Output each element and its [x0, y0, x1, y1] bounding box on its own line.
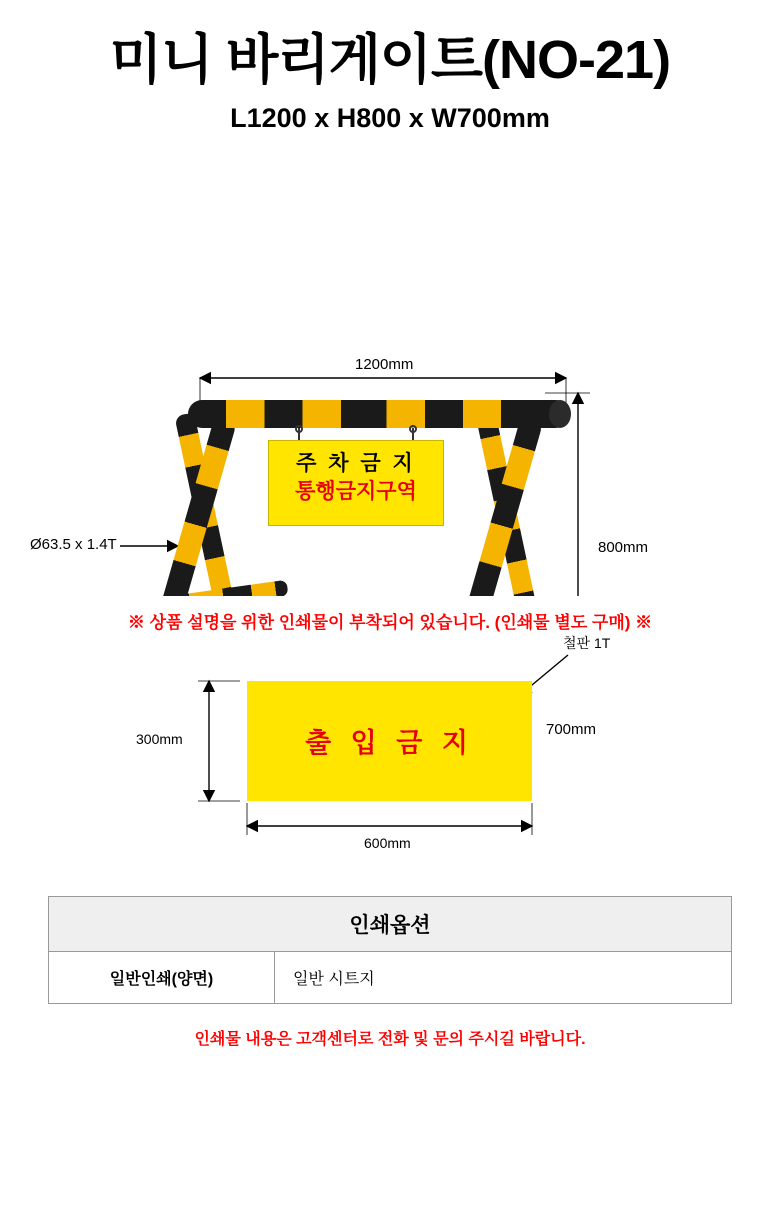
page-title: 미니 바리게이트(NO-21): [109, 30, 671, 90]
sign-plate: [247, 681, 532, 801]
hanging-sign-line1: 주 차 금 지: [296, 451, 416, 475]
table-header-row: [49, 896, 732, 951]
plate-thickness-label: 철판 1T: [563, 634, 611, 651]
plate-diagram: [0, 633, 780, 888]
hanging-sign-line2: 통행금지구역: [295, 479, 417, 503]
sign-plate-text: 출 입 금 지: [305, 728, 474, 759]
hanging-sign: [268, 440, 444, 526]
print-option-table: [48, 896, 732, 1004]
table-header-title: 인쇄옵션: [49, 896, 732, 951]
plate-height-label: 300mm: [136, 730, 183, 747]
plate-width-label: 600mm: [364, 834, 411, 851]
footer-note: 인쇄물 내용은 고객센터로 전화 및 문의 주시길 바랍니다.: [194, 1030, 586, 1048]
dimension-width-label: 1200mm: [355, 355, 414, 373]
table-row: [49, 951, 732, 1003]
barricade-drawing: [0, 156, 780, 596]
table-cell-value: 일반 시트지: [275, 951, 732, 1003]
pipe-spec-label: Ø63.5 x 1.4T: [30, 535, 117, 553]
table-cell-option: 일반인쇄(양면): [49, 951, 275, 1003]
dimension-height-label: 800mm: [598, 538, 649, 556]
page-subtitle: L1200 x H800 x W700mm: [230, 102, 550, 133]
print-notice: ※ 상품 설명을 위한 인쇄물이 부착되어 있습니다. (인쇄물 별도 구매) ※: [127, 612, 653, 632]
dimension-depth-label: 700mm: [546, 720, 597, 738]
